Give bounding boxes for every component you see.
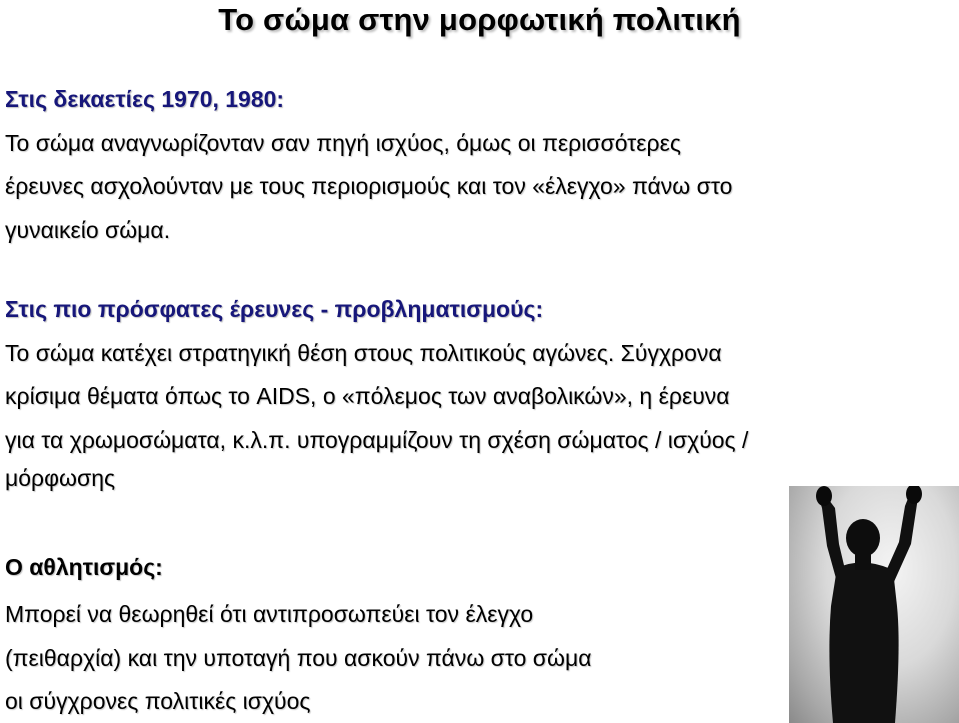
victory-silhouette-photo [789,486,959,723]
person-arms-raised-silhouette [789,486,959,723]
section-heading-1970s: Στις δεκαετίες 1970, 1980: [5,86,285,112]
section1-line-2: έρευνες ασχολούνταν με τους περιορισμούς και τον «έλεγχο» πάνω στο [5,173,733,199]
section3-line-1: Μπορεί να θεωρηθεί ότι αντιπροσωπεύει τον έλεγχο [5,601,534,627]
section-heading-athletics: Ο αθλητισμός: [5,554,163,580]
section3-line-2: (πειθαρχία) και την υποταγή που ασκούν πάνω στο σώμα [5,645,592,671]
section-heading-recent-research: Στις πιο πρόσφατες έρευνες - προβληματισμούς: [5,296,544,322]
section2-line-4: μόρφωσης [5,465,116,491]
section2-line-2: κρίσιμα θέματα όπως το AIDS, ο «πόλεμος των αναβολικών», η έρευνα [5,383,730,409]
section1-line-3: γυναικείο σώμα. [5,217,171,243]
section2-line-1: Το σώμα κατέχει στρατηγική θέση στους πολιτικούς αγώνες. Σύγχρονα [5,340,722,366]
slide-title: Το σώμα στην μορφωτική πολιτική [218,2,741,37]
section1-line-1: Το σώμα αναγνωρίζονταν σαν πηγή ισχύος, όμως οι περισσότερες [5,130,681,156]
section3-line-3: οι σύγχρονες πολιτικές ισχύος [5,688,311,714]
section2-line-3: για τα χρωμοσώματα, κ.λ.π. υπογραμμίζουν τη σχέση σώματος / ισχύος / [5,427,749,453]
